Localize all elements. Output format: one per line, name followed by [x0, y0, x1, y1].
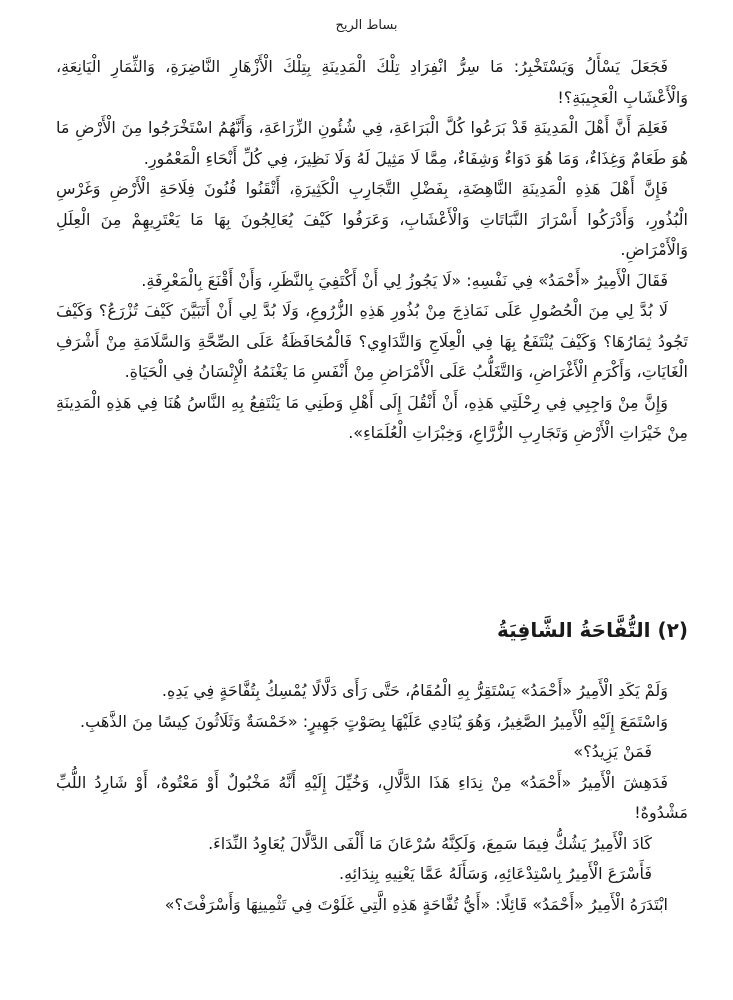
chapter-title: التُّفَّاحَةُ الشَّافِيَةُ [496, 618, 651, 642]
section-two [56, 676, 688, 920]
paragraph: ابْتَدَرَهُ الْأَمِيرُ «أَحْمَدُ» قَائِلًا: «أَيُّ تُفَّاحَةٍ هَذِهِ الَّتِي غَلَوْتَ فِي تَثْمِينِهَا وَأَسْرَفْتَ؟» [164, 894, 668, 914]
paragraph: فَإِنَّ أَهْلَ هَذِهِ الْمَدِينَةِ النَّاهِضَةِ، بِفَضْلِ التَّجَارِبِ الْكَثِيرَةِ، أَتْقَنُوا فُنُونَ فِلَاحَةِ الْأَرْضِ وَغَرْسِ الْبُذُورِ، وَأَدْرَكُوا أَسْرَارَ النَّبَاتَاتِ وَالْأَعْشَابِ، وَعَرَفُوا كَيْفَ يُعَالِجُونَ بِهَا مَا يَعْتَرِيهِمْ مِنَ الْعِلَلِ وَالْأَمْرَاضِ. [56, 179, 688, 259]
paragraph: وَلَمْ يَكَدِ الْأَمِيرُ «أَحْمَدُ» يَسْتَقِرُّ بِهِ الْمُقَامُ، حَتَّى رَأَى دَلَّالًا يُمْسِكُ بِتُفَّاحَةٍ فِي يَدِهِ. [161, 681, 668, 700]
paragraph: فَدَهِشَ الْأَمِيرُ «أَحْمَدُ» مِنْ نِدَاءِ هَذَا الدَّلَّالِ، وَخُيِّلَ إِلَيْهِ أَنَّهُ مَخْبُولٌ أَوْ مَعْتُوهٌ، أَوْ شَارِدُ اللُّبِّ مَشْدُوهٌ! [56, 772, 688, 822]
paragraph: فَجَعَلَ يَسْأَلُ وَيَسْتَخْبِرُ: مَا سِرُّ انْفِرَادِ تِلْكَ الْمَدِينَةِ بِتِلْكَ الْأَزْهَارِ النَّاضِرَةِ، وَالثِّمَارِ الْيَانِعَةِ، وَالْأَعْشَابِ الْعَجِيبَةِ؟! [56, 57, 688, 107]
paragraph: وَإِنَّ مِنْ وَاجِبِي فِي رِحْلَتِي هَذِهِ، أَنْ أَنْقُلَ إِلَى أَهْلِ وَطَنِي مَا يَنْتَفِعُ بِهِ النَّاسُ هُنَا فِي هَذِهِ الْمَدِينَةِ مِنْ خَيْرَاتِ الْأَرْضِ وَتَجَارِبِ الزُّرَّاعِ، وَخِبْرَاتِ الْعُلَمَاءِ». [56, 392, 688, 442]
paragraph: فَقَالَ الْأَمِيرُ «أَحْمَدُ» فِي نَفْسِهِ: «لَا يَجُوزُ لِي أَنْ أَكْتَفِيَ بِالنَّظَرِ، وَأَنْ أَقْنَعَ بِالْمَعْرِفَةِ. [141, 270, 668, 290]
running-head: بساط الريح [335, 18, 398, 33]
chapter-heading [56, 618, 688, 642]
chapter-number: (٢) [657, 618, 688, 642]
paragraph: فَعَلِمَ أَنَّ أَهْلَ الْمَدِينَةِ قَدْ بَرَعُوا كُلَّ الْبَرَاعَةِ، فِي شُئُونِ الزِّرَاعَةِ، وَأَنَّهُمُ اسْتَخْرَجُوا مِنَ الْأَرْضِ مَا هُوَ طَعَامٌ وَغِذَاءٌ، وَمَا هُوَ دَوَاءٌ وَشِفَاءٌ، مِمَّا لَا مَثِيلَ لَهُ وَلَا نَظِيرَ، فِي كُلِّ أَنْحَاءِ الْمَعْمُورِ. [56, 118, 688, 168]
paragraph: فَمَنْ يَزِيدُ؟» [573, 742, 652, 761]
paragraph: لَا بُدَّ لِي مِنَ الْحُصُولِ عَلَى نَمَاذِجَ مِنْ بُذُورِ هَذِهِ الزُّرُوعِ، وَلَا بُدَّ لِي أَنْ أَتَبَيَّنَ كَيْفَ تُزْرَعُ؟ وَكَيْفَ تَجُودُ ثِمَارُهَا؟ وَكَيْفَ يُنْتَفَعُ بِهَا فِي الْعِلَاجِ وَالتَّدَاوِي؟ فَالْمُحَافَظَةُ عَلَى الصِّحَّةِ وَالسَّلَامَةِ مِنْ أَشْرَفِ الْغَايَاتِ، وَأَكْرَمِ الْأَغْرَاضِ، وَالتَّغَلُّبُ عَلَى الْأَمْرَاضِ مِنْ أَنْفَسِ مَا يَغْنَمُهُ الْإِنْسَانُ فِي الْحَيَاةِ. [56, 301, 688, 381]
paragraph: وَاسْتَمَعَ إِلَيْهِ الْأَمِيرُ الصَّغِيرُ، وَهُوَ يُنَادِي عَلَيْهَا بِصَوْتٍ جَهِيرٍ: «خَمْسَةٌ وَثَلَاثُونَ كِيسًا مِنَ الذَّهَبِ. [80, 711, 668, 731]
paragraph: فَأَسْرَعَ الْأَمِيرُ بِاسْتِدْعَائِهِ، وَسَأَلَهُ عَمَّا يَعْنِيهِ بِنِدَائِهِ. [339, 864, 652, 883]
section-one [56, 52, 688, 449]
paragraph: كَادَ الْأَمِيرُ يَشُكُّ فِيمَا سَمِعَ، وَلَكِنَّهُ سُرْعَانَ مَا أَلْفَى الدَّلَّالَ يُعَاوِدُ النِّدَاءَ. [208, 833, 652, 853]
